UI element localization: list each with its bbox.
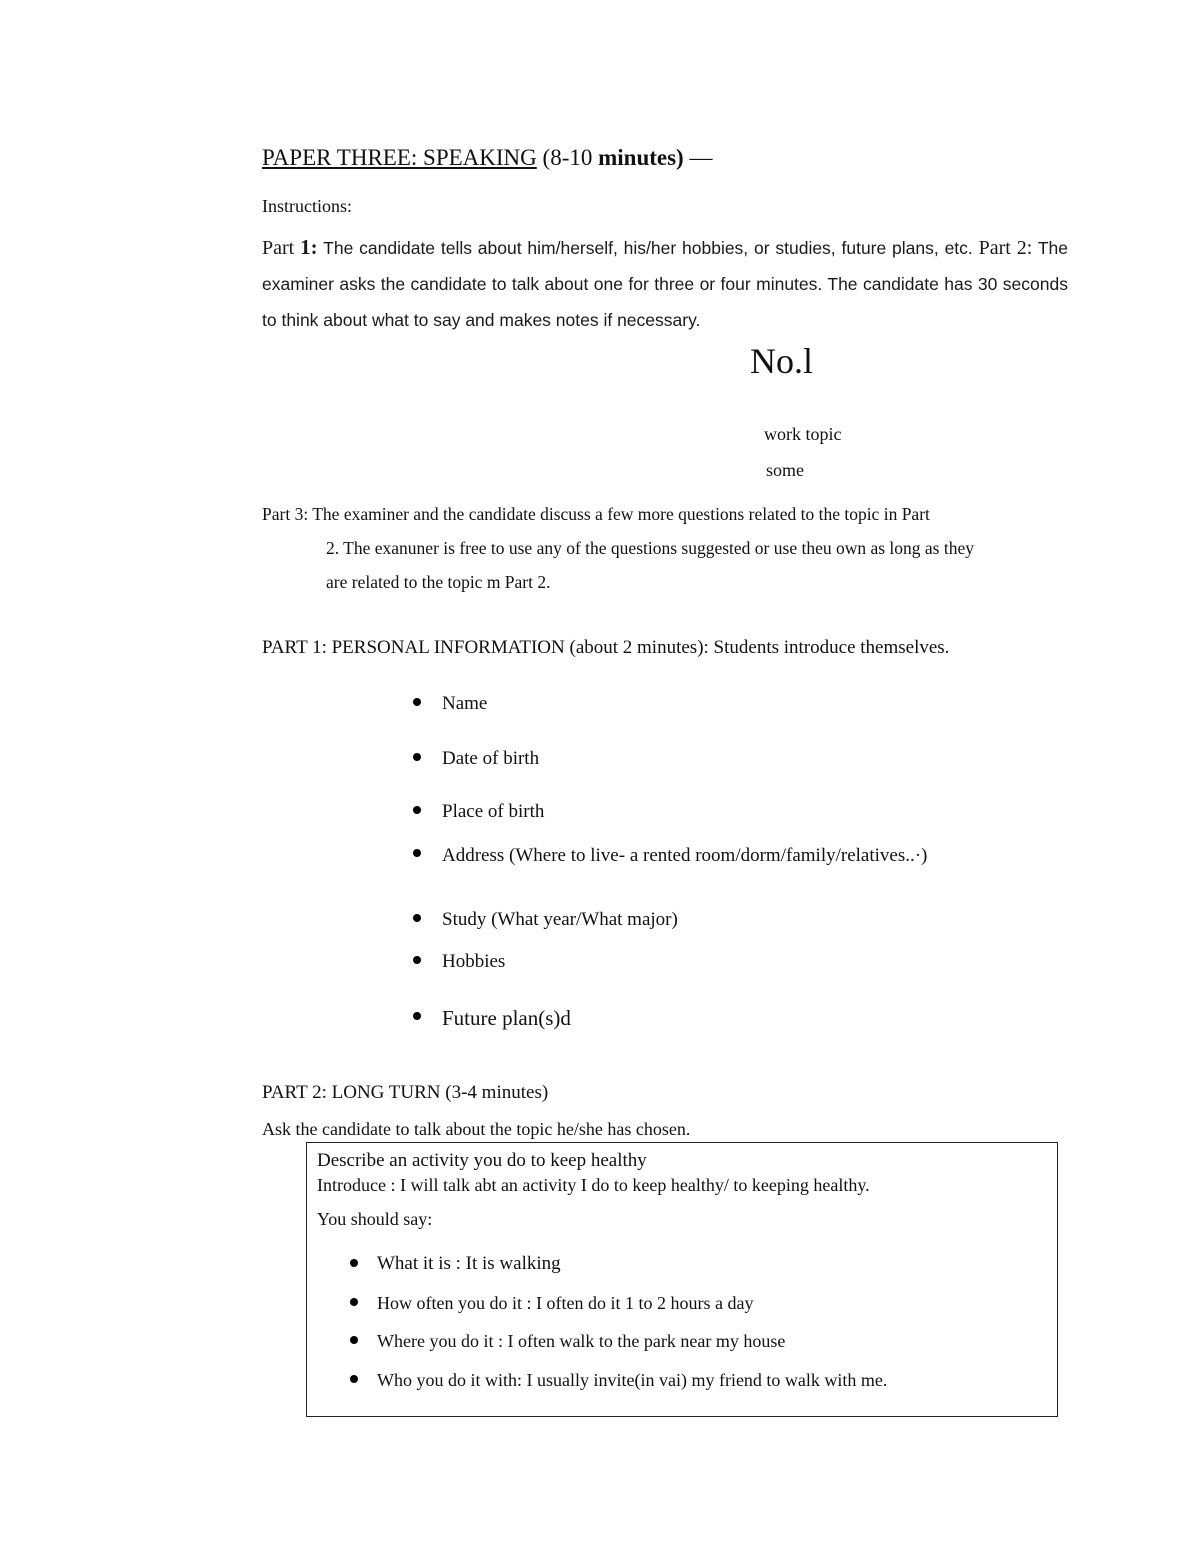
list-item-label: Future plan(s)d [442,1006,571,1030]
cue-card-prompt: Where you do it : I often walk to the park near my house [377,1331,786,1351]
work-topic-label: work topic [764,424,842,444]
part1-description: The candidate tells about him/herself, his/her hobbies, or studies, future plans, etc. [317,238,979,258]
list-item-label: Date of birth [442,748,540,769]
list-item-label: Place of birth [442,801,545,822]
some-label: some [766,460,804,480]
title-dash: — [683,145,713,170]
page-title [262,145,712,171]
list-item-label: Study (What year/What major) [442,909,678,930]
bullet-icon [413,806,421,814]
part1-word: Part [262,237,301,259]
title-duration-open: (8-10 [536,145,599,170]
part3-line-1: Part 3: The examiner and the candidate discuss a few more questions related to the topic in Part [262,504,930,524]
cue-card [306,1142,1058,1417]
list-item-label: Hobbies [442,951,506,972]
part3-line-3: are related to the topic m Part 2. [326,572,551,592]
part2-label: Part 2: [978,237,1033,259]
cue-card-should-say: You should say: [317,1209,433,1229]
part1-heading: PART 1: PERSONAL INFORMATION (about 2 minutes): Students introduce themselves. [262,637,950,658]
cue-card-prompt: How often you do it : I often do it 1 to 2 hours a day [377,1293,754,1313]
cue-card-prompt: Who you do it with: I usually invite(in vai) my friend to walk with me. [377,1370,888,1390]
bullet-icon [413,956,421,964]
part3-line-2: 2. The exanuner is free to use any of the questions suggested or use theu own as long as they [326,538,974,558]
cue-card-introduce: Introduce : I will talk abt an activity I do to keep healthy/ to keeping healthy. [317,1175,870,1195]
part2-description: The examiner asks the candidate to talk about one for three or four minutes. The candidate has 30 seconds to think about what to say and makes notes if necessary. [262,238,1068,330]
bullet-icon [350,1259,358,1267]
number-label: No.l [750,341,813,381]
title-main: PAPER THREE: SPEAKING [262,145,537,170]
bullet-icon [413,1012,421,1020]
instructions-paragraph [262,229,1068,338]
instructions-label: Instructions: [262,196,352,216]
cue-card-topic: Describe an activity you do to keep healthy [317,1150,647,1171]
list-item-label: Name [442,693,488,714]
bullet-icon [413,753,421,761]
bullet-icon [413,849,421,857]
part3-paragraph [262,497,1062,599]
part1-number: 1: [300,235,318,259]
title-duration-unit: minutes) [598,145,684,170]
bullet-icon [350,1336,358,1344]
bullet-icon [350,1375,358,1383]
bullet-icon [413,698,421,706]
list-item-label: Address (Where to live- a rented room/dorm/family/relatives..·) [442,845,928,866]
bullet-icon [350,1298,358,1306]
cue-card-prompt: What it is : It is walking [377,1253,561,1274]
part2-heading: PART 2: LONG TURN (3-4 minutes) [262,1082,549,1103]
part2-instruction: Ask the candidate to talk about the topic he/she has chosen. [262,1119,691,1139]
bullet-icon [413,914,421,922]
